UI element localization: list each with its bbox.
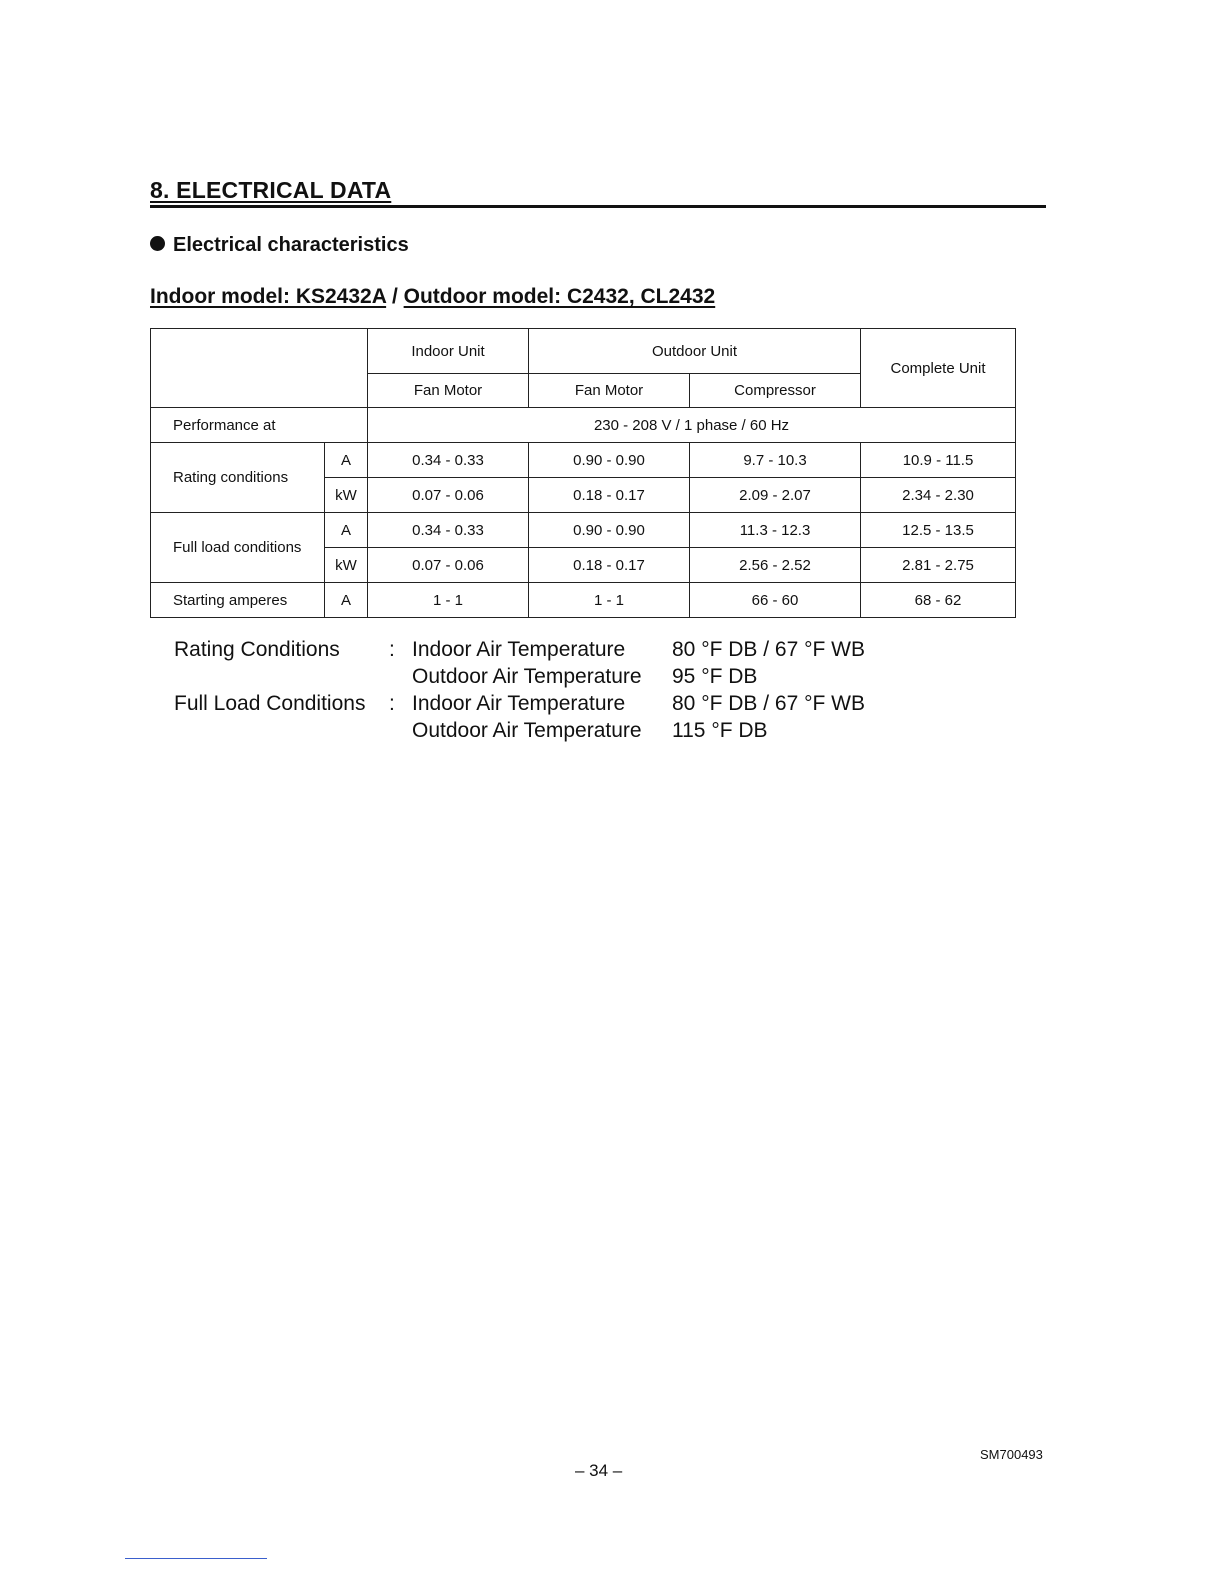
table-cell: 0.90 - 0.90 <box>529 443 690 478</box>
starting-label: Starting amperes <box>151 583 325 618</box>
rating-conditions-label: Rating Conditions <box>174 638 340 661</box>
table-cell: 0.07 - 0.06 <box>368 548 529 583</box>
note-item: Outdoor Air Temperature <box>412 719 642 742</box>
table-header-row <box>151 329 1016 374</box>
bullet-icon <box>150 236 165 251</box>
header-complete-unit: Complete Unit <box>861 329 1016 408</box>
table-cell: 0.34 - 0.33 <box>368 513 529 548</box>
table-cell: 66 - 60 <box>690 583 861 618</box>
note-colon: : <box>389 692 395 715</box>
section-title: 8. ELECTRICAL DATA <box>150 176 1046 208</box>
performance-value: 230 - 208 V / 1 phase / 60 Hz <box>368 408 1016 443</box>
table-cell: 0.90 - 0.90 <box>529 513 690 548</box>
table-cell: 2.34 - 2.30 <box>861 478 1016 513</box>
table-cell: 68 - 62 <box>861 583 1016 618</box>
table-row <box>151 408 1016 443</box>
unit-cell: kW <box>325 478 368 513</box>
table-cell: 1 - 1 <box>368 583 529 618</box>
full-load-label: Full load conditions <box>151 513 325 583</box>
table-row <box>151 513 1016 548</box>
note-item: Outdoor Air Temperature <box>412 665 642 688</box>
outdoor-model: Outdoor model: C2432, CL2432 <box>403 285 716 308</box>
rating-label: Rating conditions <box>151 443 325 513</box>
unit-cell: kW <box>325 548 368 583</box>
note-value: 115 °F DB <box>672 719 768 742</box>
table-cell: 2.09 - 2.07 <box>690 478 861 513</box>
table-cell: 0.18 - 0.17 <box>529 548 690 583</box>
table-cell: 0.18 - 0.17 <box>529 478 690 513</box>
table-cell: 11.3 - 12.3 <box>690 513 861 548</box>
table-cell: 9.7 - 10.3 <box>690 443 861 478</box>
header-compressor: Compressor <box>690 374 861 408</box>
note-value: 95 °F DB <box>672 665 758 688</box>
model-separator: / <box>386 285 404 308</box>
header-indoor-unit: Indoor Unit <box>368 329 529 374</box>
note-value: 80 °F DB / 67 °F WB <box>672 638 866 661</box>
table-row <box>151 583 1016 618</box>
performance-label: Performance at <box>151 408 368 443</box>
note-colon: : <box>389 638 395 661</box>
subheading <box>150 234 409 257</box>
table-cell: 2.56 - 2.52 <box>690 548 861 583</box>
full-load-conditions-label: Full Load Conditions <box>174 692 366 715</box>
unit-cell: A <box>325 583 368 618</box>
model-line <box>150 285 715 309</box>
table-row <box>151 443 1016 478</box>
document-number: SM700493 <box>980 1447 1043 1462</box>
note-item: Indoor Air Temperature <box>412 692 626 715</box>
subheading-text: Electrical characteristics <box>173 234 409 256</box>
note-item: Indoor Air Temperature <box>412 638 626 661</box>
note-value: 80 °F DB / 67 °F WB <box>672 692 866 715</box>
table-cell: 0.34 - 0.33 <box>368 443 529 478</box>
table-cell: 12.5 - 13.5 <box>861 513 1016 548</box>
header-outdoor-fan-motor: Fan Motor <box>529 374 690 408</box>
table-corner-cell <box>151 329 368 408</box>
header-indoor-fan-motor: Fan Motor <box>368 374 529 408</box>
table-cell: 0.07 - 0.06 <box>368 478 529 513</box>
indoor-model: Indoor model: KS2432A <box>150 285 387 308</box>
footer-divider <box>125 1558 267 1559</box>
header-outdoor-unit: Outdoor Unit <box>529 329 861 374</box>
unit-cell: A <box>325 443 368 478</box>
table-cell: 10.9 - 11.5 <box>861 443 1016 478</box>
electrical-table <box>150 328 1016 618</box>
table-cell: 2.81 - 2.75 <box>861 548 1016 583</box>
table-cell: 1 - 1 <box>529 583 690 618</box>
page-number: – 34 – <box>575 1461 623 1480</box>
unit-cell: A <box>325 513 368 548</box>
